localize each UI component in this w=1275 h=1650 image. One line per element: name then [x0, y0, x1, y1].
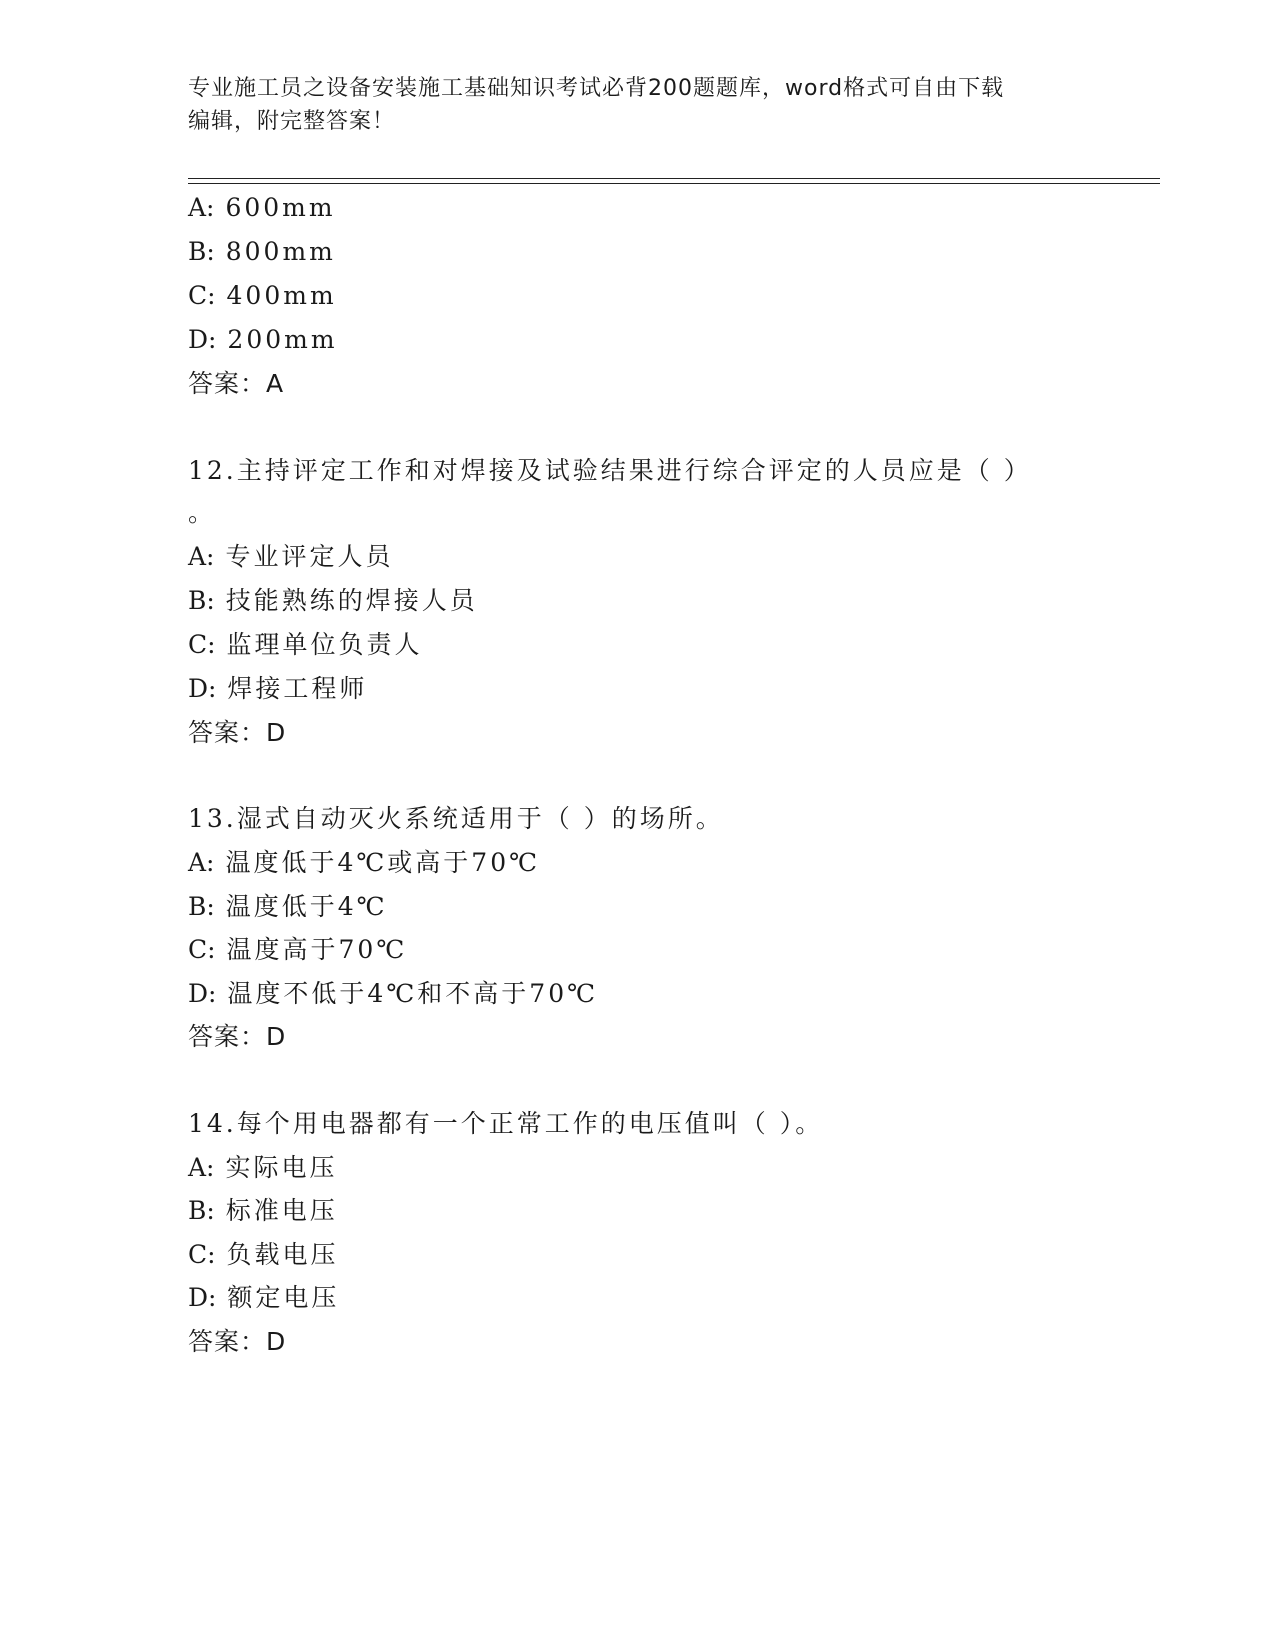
header-divider-bottom	[188, 183, 1160, 184]
q13-option-d: D: 温度不低于4℃和不高于70℃	[188, 979, 599, 1008]
q14-option-a: A: 实际电压	[188, 1153, 338, 1182]
q11-option-b: B: 800mm	[188, 237, 336, 266]
q14-option-c: C: 负载电压	[188, 1240, 339, 1269]
header-line-2: 编辑，附完整答案！	[188, 109, 396, 134]
q11-option-c: C: 400mm	[188, 281, 337, 310]
q14-option-b: B: 标准电压	[188, 1196, 338, 1225]
q13-option-b: B: 温度低于4℃	[188, 892, 388, 921]
q12-option-a: A: 专业评定人员	[188, 542, 394, 571]
q12-option-d: D: 焊接工程师	[188, 674, 368, 703]
q13-stem: 13.湿式自动灭火系统适用于（ ）的场所。	[188, 804, 724, 833]
q13-option-c: C: 温度高于70℃	[188, 935, 408, 964]
q14-answer: 答案：D	[188, 1327, 287, 1356]
document-header	[188, 72, 1068, 138]
q13-answer: 答案：D	[188, 1022, 287, 1051]
q14-option-d: D: 额定电压	[188, 1283, 340, 1312]
q14-stem: 14.每个用电器都有一个正常工作的电压值叫（ ）。	[188, 1109, 824, 1138]
q12-option-b: B: 技能熟练的焊接人员	[188, 586, 478, 615]
q13-option-a: A: 温度低于4℃或高于70℃	[188, 848, 541, 877]
q12-option-c: C: 监理单位负责人	[188, 630, 423, 659]
q12-answer: 答案：D	[188, 718, 287, 747]
q11-answer: 答案：A	[188, 369, 285, 398]
header-line-1: 专业施工员之设备安装施工基础知识考试必背200题题库，word格式可自由下载	[188, 76, 1005, 101]
q11-option-d: D: 200mm	[188, 325, 338, 354]
header-divider-top	[188, 178, 1160, 179]
q12-stem: 12.主持评定工作和对焊接及试验结果进行综合评定的人员应是（ ）	[188, 456, 1032, 485]
q11-option-a: A: 600mm	[188, 193, 336, 222]
q12-stem-continuation: 。	[188, 498, 217, 527]
